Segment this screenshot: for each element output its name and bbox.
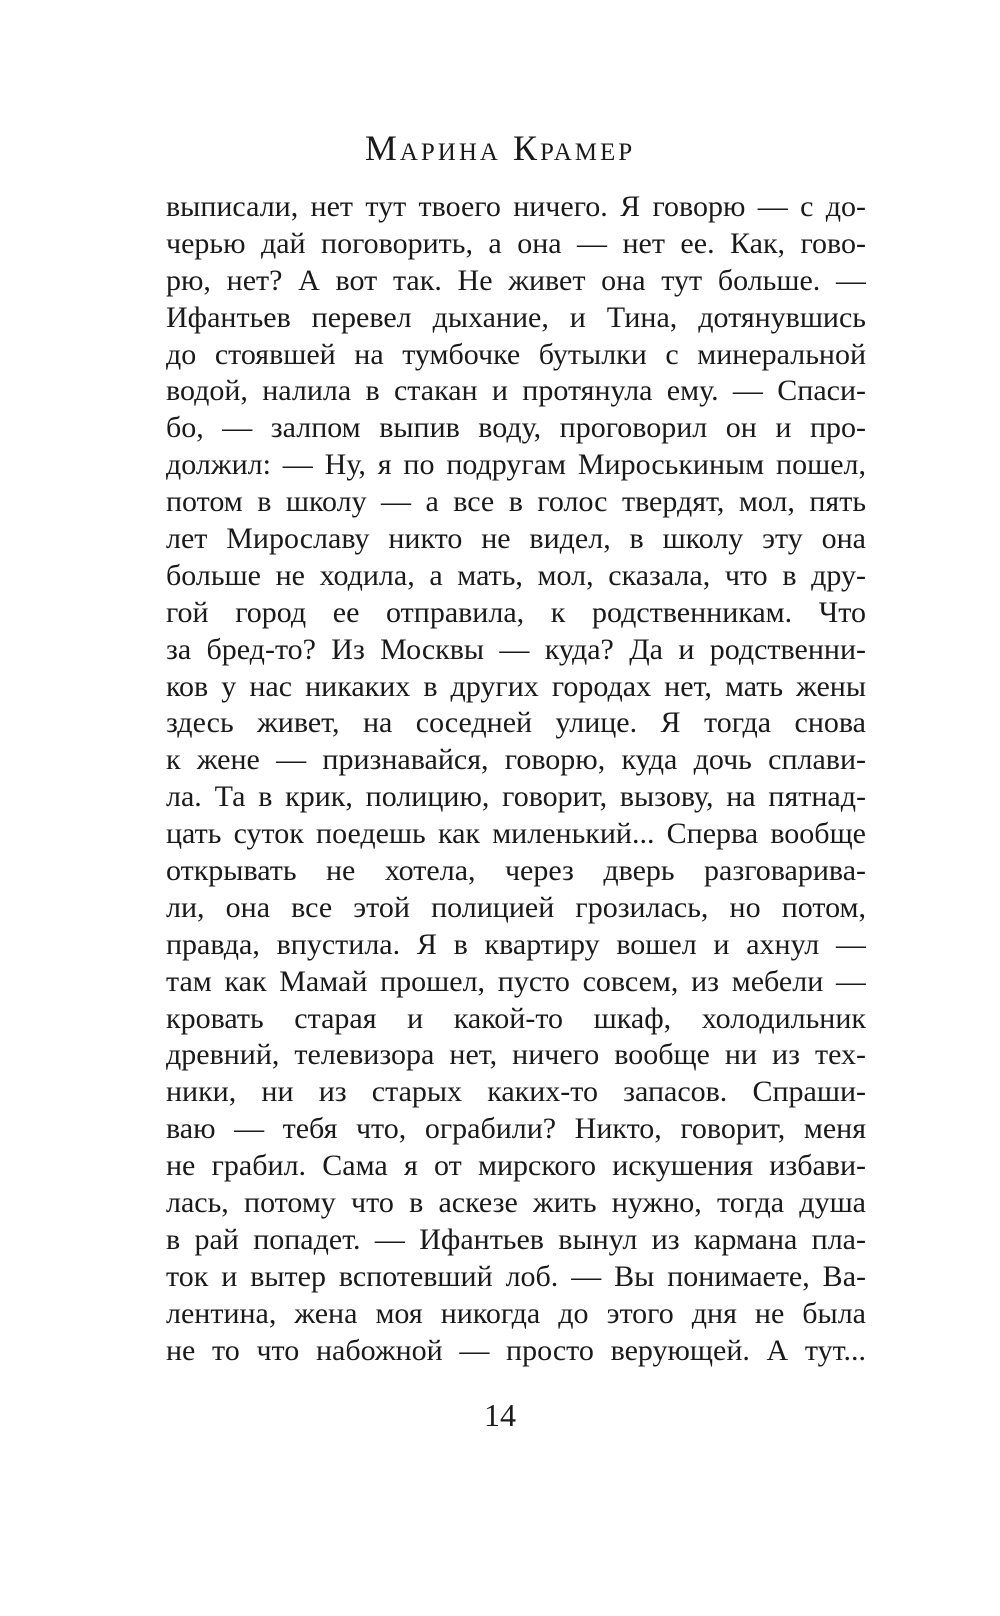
- text-line: гой город ее отправила, к родственникам. Что: [166, 595, 866, 629]
- text-line: выписали, нет тут твоего ничего. Я говорю — с до-: [166, 190, 866, 223]
- text-line: должил: — Ну, я по подругам Мироськиным пошел,: [166, 448, 866, 482]
- text-line: лет Мирославу никто не видел, в школу эту она: [166, 522, 866, 556]
- text-line: ток и вытер вспотевший лоб. — Вы понимаете, Ва-: [166, 1259, 866, 1293]
- text-line: древний, телевизора нет, ничего вообще ни из тех-: [166, 1038, 866, 1072]
- text-line: не грабил. Сама я от мирского искушения избави-: [166, 1149, 866, 1183]
- text-line: к жене — признавайся, говорю, куда дочь сплави-: [166, 743, 866, 777]
- text-line: открывать не хотела, через дверь разговарива-: [166, 854, 866, 888]
- text-line: бо, — залпом выпив воду, проговорил он и про-: [166, 411, 866, 445]
- text-line: ков у нас никаких в других городах нет, мать жены: [166, 669, 866, 703]
- text-line: лась, потому что в аскезе жить нужно, тогда душа: [166, 1186, 866, 1220]
- text-line: кровать старая и какой-то шкаф, холодильник: [166, 1001, 866, 1035]
- text-line: рю, нет? А вот так. Не живет она тут больше. —: [166, 263, 866, 297]
- text-line: лентина, жена моя никогда до этого дня не была: [166, 1296, 866, 1330]
- text-line: черью дай поговорить, а она — нет ее. Как, гово-: [166, 226, 866, 260]
- text-line: Ифантьев перевел дыхание, и Тина, дотянувшись: [166, 300, 866, 334]
- text-line: ла. Та в крик, полицию, говорит, вызову, на пятнад-: [166, 780, 866, 814]
- text-line: ники, ни из старых каких-то запасов. Спраши-: [166, 1075, 866, 1109]
- text-line: больше не ходила, а мать, мол, сказала, что в дру-: [166, 558, 866, 592]
- text-line: водой, налила в стакан и протянула ему. — Спаси-: [166, 374, 866, 408]
- text-line: не то что набожной — просто верующей. А тут...: [166, 1333, 866, 1367]
- text-line: здесь живет, на соседней улице. Я тогда снова: [166, 706, 866, 740]
- text-line: правда, впустила. Я в квартиру вошел и ахнул —: [166, 927, 866, 961]
- page-number: 14: [484, 1397, 516, 1433]
- body-text: [166, 189, 866, 1370]
- text-line: ваю — тебя что, ограбили? Никто, говорит, меня: [166, 1112, 866, 1146]
- text-line: за бред-то? Из Москвы — куда? Да и родственни-: [166, 632, 866, 666]
- text-line: до стоявшей на тумбочке бутылки с минеральной: [166, 337, 866, 371]
- text-line: потом в школу — а все в голос твердят, мол, пять: [166, 485, 866, 519]
- running-head: Марина Крамер: [364, 128, 636, 168]
- text-line: в рай попадет. — Ифантьев вынул из кармана пла-: [166, 1222, 866, 1256]
- text-line: ли, она все этой полицией грозилась, но потом,: [166, 890, 866, 924]
- text-line: цать суток поедешь как миленький... Сперва вообще: [166, 817, 866, 851]
- text-line: там как Мамай прошел, пусто совсем, из мебели —: [166, 964, 866, 998]
